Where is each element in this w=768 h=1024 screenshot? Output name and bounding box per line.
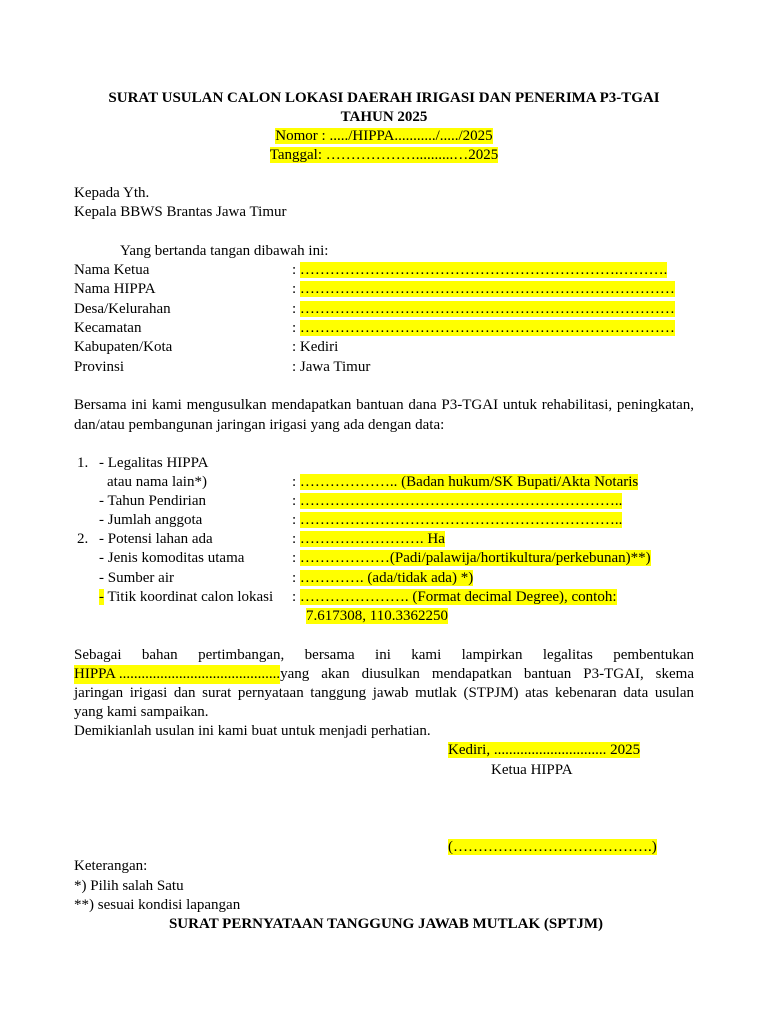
identity-label: Provinsi bbox=[74, 359, 125, 375]
list-item-label: atau nama lain*) bbox=[107, 474, 207, 490]
notes-heading: Keterangan: bbox=[74, 858, 148, 874]
paragraph-word: pertimbangan, bbox=[198, 647, 285, 663]
request-paragraph: Bersama ini kami mengusulkan mendapatkan bantuan dana P3-TGAI untuk rehabilitasi, peningkatan, dan/atau pembangunan jaringan irigasi yang ada dengan data: bbox=[74, 397, 694, 433]
identity-label: Kabupaten/Kota bbox=[74, 339, 173, 355]
list-number: 2. bbox=[77, 531, 89, 547]
recipient-greeting: Kepada Yth. bbox=[74, 185, 150, 201]
list-item-value: : …………. (ada/tidak ada) *) bbox=[292, 570, 474, 586]
paragraph-word: bahan bbox=[141, 647, 178, 663]
paragraph-word: pembentukan bbox=[613, 647, 694, 663]
paragraph-word: lampirkan bbox=[461, 647, 523, 663]
sptjm-title: SURAT PERNYATAAN TANGGUNG JAWAB MUTLAK (SPTJM) bbox=[168, 916, 604, 932]
identity-value: : ……………………………………………………….………. bbox=[292, 262, 668, 278]
list-item-label: - Tahun Pendirian bbox=[99, 493, 206, 509]
identity-value: : ………………………………………………………………… bbox=[292, 320, 675, 336]
paragraph-word: Sebagai bbox=[74, 647, 122, 663]
identity-value: : ………………………………………………………………… bbox=[292, 281, 675, 297]
paragraph-line: HIPPA ........................................... yang akan diusulkan mendapatkan bantuan P3-TGAI, skema bbox=[74, 666, 694, 682]
closing-text: Demikianlah usulan ini kami buat untuk menjadi perhatian. bbox=[74, 723, 431, 739]
list-item-value: : ……………….. (Badan hukum/SK Bupati/Akta Notaris bbox=[292, 474, 639, 490]
list-item-value: : ……………………………………………………….. bbox=[292, 493, 623, 509]
signature-name-line: (………………………………….) bbox=[448, 839, 657, 855]
note-item: *) Pilih salah Satu bbox=[74, 878, 184, 894]
list-item-label: - Jumlah anggota bbox=[99, 512, 203, 528]
list-item-label: - Potensi lahan ada bbox=[99, 531, 213, 547]
list-item-label: - Jenis komoditas utama bbox=[99, 550, 245, 566]
list-item-value: : …………………. (Format decimal Degree), contoh: bbox=[292, 589, 617, 605]
paragraph-word: kami bbox=[411, 647, 442, 663]
paragraph-word: bersama bbox=[304, 647, 355, 663]
paragraph-line bbox=[74, 646, 694, 665]
identity-value-text: ……………………………………………………….………. bbox=[299, 262, 668, 278]
paragraph-word: ini bbox=[375, 647, 391, 663]
signature-place-date: Kediri, .............................. 2025 bbox=[448, 742, 641, 758]
identity-value: : Kediri bbox=[292, 339, 339, 355]
signature-role: Ketua HIPPA bbox=[491, 762, 573, 778]
list-item-value: : ……………………. Ha bbox=[292, 531, 445, 547]
note-item: **) sesuai kondisi lapangan bbox=[74, 897, 241, 913]
recipient-name: Kepala BBWS Brantas Jawa Timur bbox=[74, 204, 287, 220]
identity-label: Nama Ketua bbox=[74, 262, 150, 278]
identity-value: : ………………………………………………………………… bbox=[292, 301, 675, 317]
paragraph-word: legalitas bbox=[542, 647, 593, 663]
intro-text: Yang bertanda tangan dibawah ini: bbox=[120, 243, 329, 259]
list-number: 1. bbox=[77, 455, 89, 471]
identity-label: Kecamatan bbox=[74, 320, 142, 336]
identity-value-text: ………………………………………………………………… bbox=[299, 301, 675, 317]
list-item-label: - Sumber air bbox=[99, 570, 174, 586]
letter-date: Tanggal: ………………..........…2025 bbox=[269, 147, 499, 163]
identity-label: Desa/Kelurahan bbox=[74, 301, 171, 317]
identity-value-text: ………………………………………………………………… bbox=[299, 320, 675, 336]
paragraph-line: jaringan irigasi dan surat pernyataan tanggung jawab mutlak (STPJM) atas kebenaran data usulan bbox=[74, 685, 694, 701]
paragraph-line: yang kami sampaikan. bbox=[74, 704, 209, 720]
list-item-label: - Legalitas HIPPA bbox=[99, 455, 209, 471]
document-title: SURAT USULAN CALON LOKASI DAERAH IRIGASI DAN PENERIMA P3-TGAI bbox=[108, 90, 660, 106]
list-item-value: : ……………………………………………………….. bbox=[292, 512, 623, 528]
coordinate-example: 7.617308, 110.3362250 bbox=[306, 608, 448, 624]
document-year: TAHUN 2025 bbox=[340, 109, 428, 125]
letter-number: Nomor : ...../HIPPA.........../...../2025 bbox=[275, 128, 493, 144]
identity-label: Nama HIPPA bbox=[74, 281, 156, 297]
list-item-label: - Titik koordinat calon lokasi bbox=[99, 589, 274, 605]
identity-value: : Jawa Timur bbox=[292, 359, 371, 375]
identity-value-text: ………………………………………………………………… bbox=[299, 281, 675, 297]
list-item-value: : ………………(Padi/palawija/hortikultura/perkebunan)**) bbox=[292, 550, 651, 566]
